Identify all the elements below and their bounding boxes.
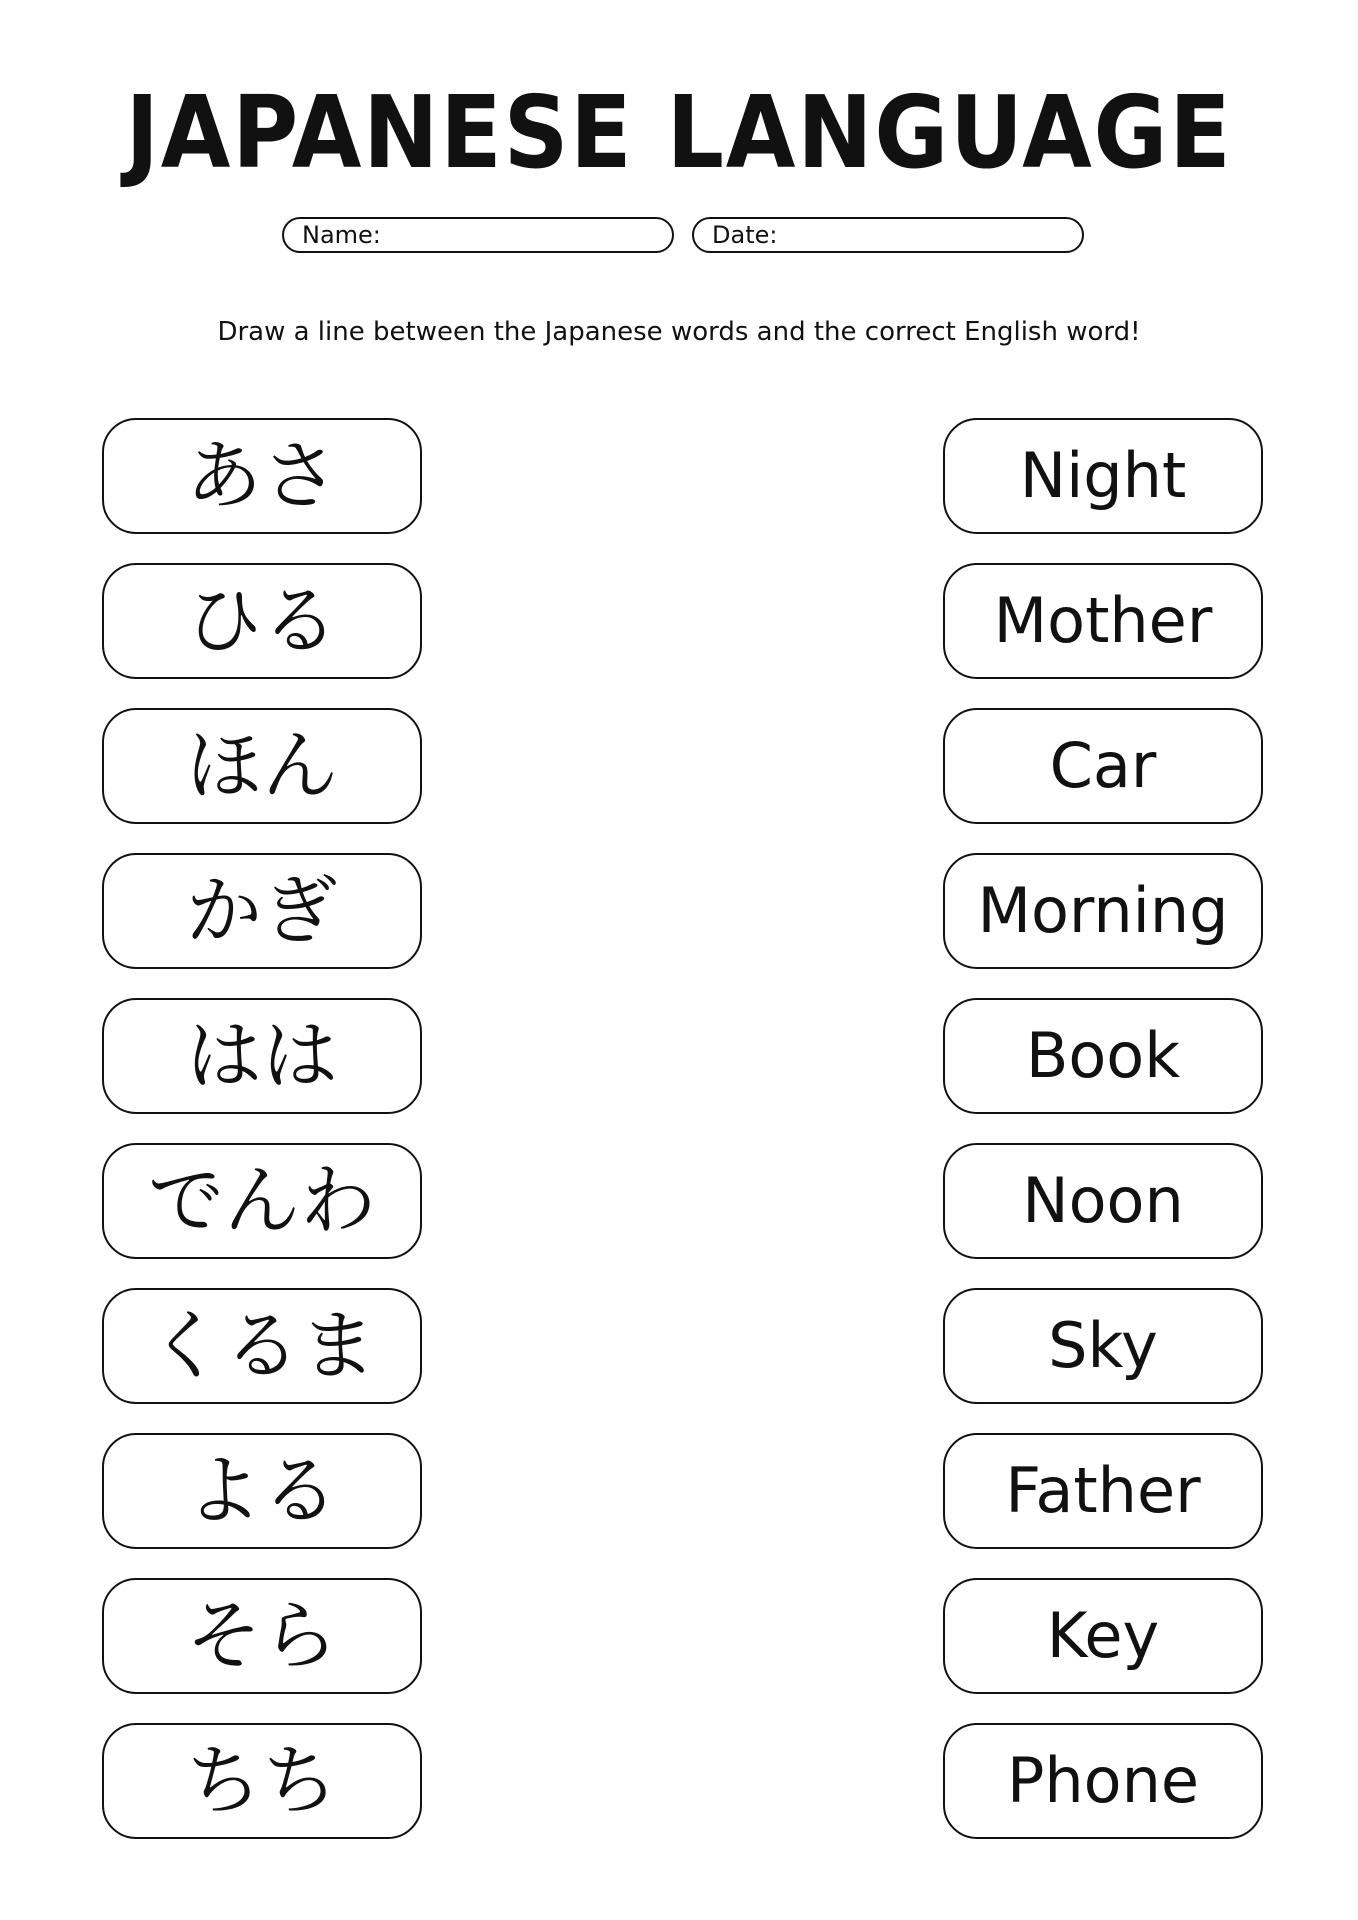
english-word-box[interactable]	[943, 708, 1263, 824]
japanese-word: あさ	[186, 431, 338, 520]
japanese-word-box[interactable]	[102, 998, 422, 1114]
japanese-word: そら	[186, 1591, 338, 1680]
english-word: Night	[1019, 439, 1187, 512]
japanese-word: ほん	[186, 721, 338, 810]
japanese-word: でんわ	[148, 1156, 376, 1245]
date-field[interactable]	[692, 217, 1084, 253]
japanese-word-box[interactable]	[102, 1143, 422, 1259]
english-word-box[interactable]	[943, 418, 1263, 534]
japanese-word: よる	[186, 1446, 338, 1535]
name-field[interactable]	[282, 217, 674, 253]
english-word: Morning	[977, 874, 1229, 947]
japanese-word: くるま	[148, 1301, 376, 1390]
japanese-word-box[interactable]	[102, 563, 422, 679]
english-word: Book	[1025, 1019, 1181, 1092]
japanese-word-box[interactable]	[102, 418, 422, 534]
japanese-word-column	[102, 418, 422, 1839]
english-word-box[interactable]	[943, 1578, 1263, 1694]
english-word-box[interactable]	[943, 563, 1263, 679]
english-word-box[interactable]	[943, 1288, 1263, 1404]
english-word: Car	[1049, 729, 1157, 802]
instruction-text: Draw a line between the Japanese words and the correct English word!	[217, 317, 1141, 347]
english-word-box[interactable]	[943, 1433, 1263, 1549]
japanese-word-box[interactable]	[102, 708, 422, 824]
english-word: Sky	[1048, 1309, 1158, 1382]
worksheet-title: JAPANESE LANGUAGE	[125, 74, 1233, 191]
english-word-column	[943, 418, 1263, 1839]
english-word-box[interactable]	[943, 1143, 1263, 1259]
japanese-word-box[interactable]	[102, 1723, 422, 1839]
japanese-word: ひる	[186, 576, 338, 665]
japanese-word: かぎ	[186, 866, 338, 955]
english-word: Phone	[1006, 1744, 1200, 1817]
japanese-word-box[interactable]	[102, 853, 422, 969]
japanese-word: ちち	[186, 1736, 338, 1825]
date-label: Date:	[712, 221, 778, 249]
english-word-box[interactable]	[943, 1723, 1263, 1839]
name-label: Name:	[302, 221, 381, 249]
english-word: Mother	[993, 584, 1213, 657]
english-word: Father	[1005, 1454, 1201, 1527]
english-word: Noon	[1022, 1164, 1184, 1237]
english-word-box[interactable]	[943, 853, 1263, 969]
english-word: Key	[1046, 1599, 1160, 1672]
japanese-word: はは	[186, 1011, 338, 1100]
japanese-word-box[interactable]	[102, 1288, 422, 1404]
japanese-word-box[interactable]	[102, 1578, 422, 1694]
japanese-word-box[interactable]	[102, 1433, 422, 1549]
english-word-box[interactable]	[943, 998, 1263, 1114]
